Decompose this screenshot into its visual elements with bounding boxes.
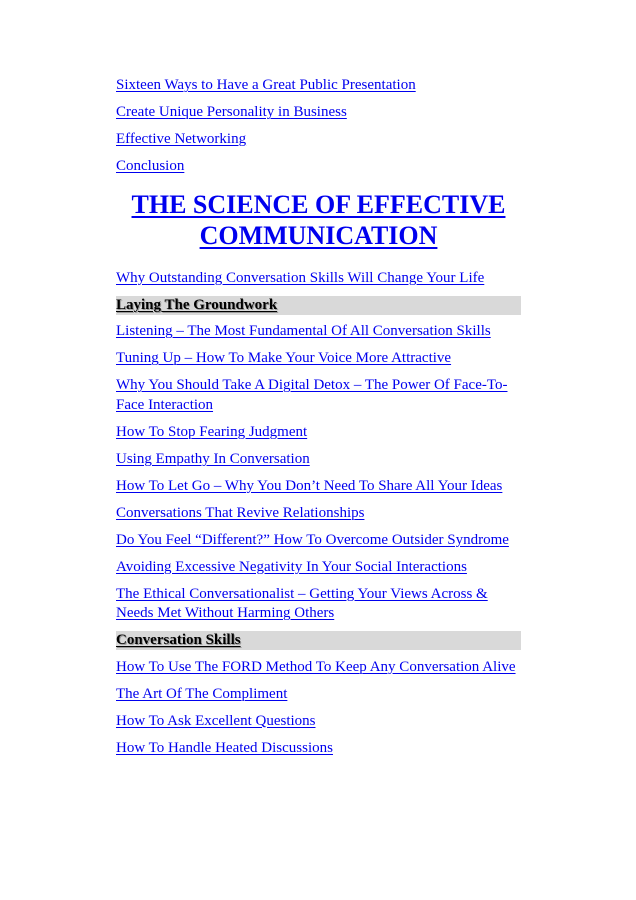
toc-link[interactable]: Why Outstanding Conversation Skills Will Change Your Life — [116, 269, 485, 286]
section-title[interactable]: Conversation Skills — [116, 632, 241, 648]
toc-link[interactable]: Tuning Up – How To Make Your Voice More Attractive — [116, 350, 452, 366]
toc-link[interactable]: How To Stop Fearing Judgment — [116, 423, 308, 440]
chapter-heading[interactable]: THE SCIENCE OF EFFECTIVE COMMUNICATION — [131, 189, 506, 250]
section-header — [116, 296, 521, 315]
toc-link[interactable]: Listening – The Most Fundamental Of All Conversation Skills — [116, 323, 491, 339]
toc-link[interactable]: Conversations That Revive Relationships — [116, 504, 365, 521]
toc-link[interactable]: How To Let Go – Why You Don’t Need To Share All Your Ideas — [116, 477, 503, 494]
toc-link[interactable]: How To Handle Heated Discussions — [116, 739, 333, 756]
toc-link[interactable]: Conclusion — [116, 158, 185, 174]
toc-page — [116, 76, 521, 766]
section-header — [116, 631, 521, 650]
toc-link[interactable]: How To Ask Excellent Questions — [116, 712, 316, 729]
toc-link[interactable]: How To Use The FORD Method To Keep Any Conversation Alive — [116, 658, 516, 675]
toc-link[interactable]: Do You Feel “Different?” How To Overcome Outsider Syndrome — [116, 531, 509, 548]
toc-link[interactable]: Effective Networking — [116, 131, 247, 147]
toc-link[interactable]: The Ethical Conversationalist – Getting Your Views Across & Needs Met Without Harming Others — [116, 585, 488, 621]
toc-link[interactable]: Create Unique Personality in Business — [116, 104, 347, 120]
toc-link[interactable]: Using Empathy In Conversation — [116, 450, 310, 467]
toc-link[interactable]: The Art Of The Compliment — [116, 685, 288, 702]
toc-link[interactable]: Avoiding Excessive Negativity In Your Social Interactions — [116, 558, 467, 575]
section-title[interactable]: Laying The Groundwork — [116, 296, 278, 313]
toc-link[interactable]: Sixteen Ways to Have a Great Public Presentation — [116, 77, 416, 93]
toc-link[interactable]: Why You Should Take A Digital Detox – The Power Of Face-To-Face Interaction — [116, 377, 508, 413]
